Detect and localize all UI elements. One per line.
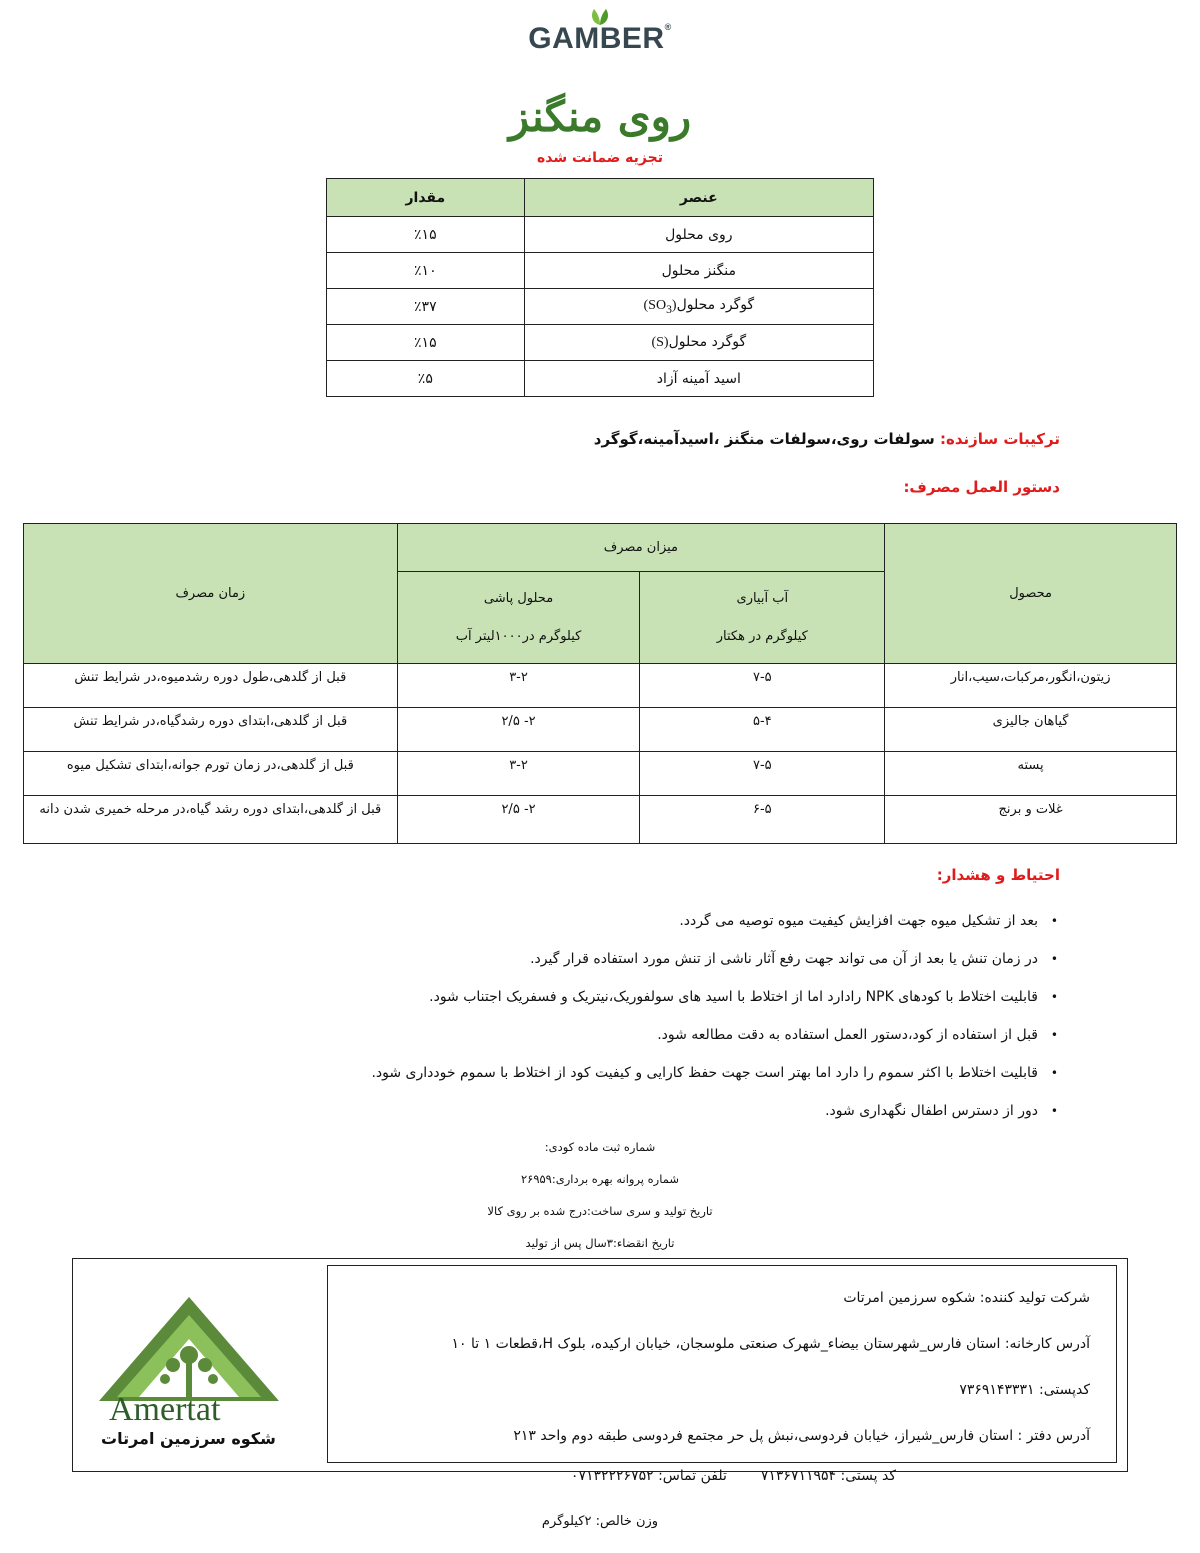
amertat-wordmark: Amertat — [109, 1391, 221, 1428]
table-row — [24, 752, 1177, 796]
list-item: • در زمان تنش یا بعد از آن می تواند جهت رفع آثار ناشی از تنش مورد استفاده قرار گیرد. — [371, 946, 1048, 984]
leaf-icon — [586, 6, 614, 26]
column-header-element: عنصر — [524, 179, 873, 217]
column-header-crop: محصول — [885, 524, 1177, 664]
irrigation-cell: ۵-۴ — [640, 708, 885, 752]
production-date: تاریخ تولید و سری ساخت:درج شده بر روی کالا — [487, 1204, 713, 1218]
ingredients-label: ترکیبات سازنده: — [939, 430, 1060, 448]
time-cell: قبل از گلدهی،در زمان تورم جوانه،ابتدای تشکیل میوه — [24, 752, 398, 796]
ingredients-line — [594, 430, 1060, 448]
net-weight: وزن خالص: ۲کیلوگرم — [541, 1514, 659, 1529]
spray-cell: ۲- ۲/۵ — [397, 708, 640, 752]
ingredients-value: سولفات روی،سولفات منگنز ،اسیدآمینه،گوگرد — [593, 430, 935, 448]
column-header-spray: محلول پاشی کیلوگرم در۱۰۰۰لیتر آب — [397, 572, 640, 664]
element-cell: گوگرد محلول(S) — [524, 325, 873, 361]
column-header-amount: میزان مصرف — [397, 524, 885, 572]
time-cell: قبل از گلدهی،طول دوره رشدمیوه،در شرایط تنش — [24, 664, 398, 708]
gamber-logo — [0, 14, 1200, 56]
factory-address: آدرس کارخانه: استان فارس_شهرستان بیضاء_شهرک صنعتی ملوسجان، خیابان ارکیده، بلوک H،قطعات ۱ تا ۱۰ — [451, 1336, 1090, 1352]
company-name: شرکت تولید کننده: شکوه سرزمین امرتات — [843, 1290, 1090, 1306]
time-cell: قبل از گلدهی،ابتدای دوره رشد گیاه،در مرحله خمیری شدن دانه — [24, 796, 398, 844]
list-item: • قابلیت اختلاط با کودهای NPK رادارد اما از اختلاط با اسید های سولفوریک،نیتریک و فسفریک اجتناب شود. — [371, 984, 1048, 1022]
table-row — [327, 253, 874, 289]
warnings-list — [371, 908, 1048, 1136]
crop-cell: غلات و برنج — [885, 796, 1177, 844]
amount-cell: ٪۱۵ — [327, 217, 525, 253]
column-header-amount: مقدار — [327, 179, 525, 217]
time-cell: قبل از گلدهی،ابتدای دوره رشدگیاه،در شرایط تنش — [24, 708, 398, 752]
product-title: روی منگنز — [508, 92, 692, 141]
amertat-persian-name: شکوه سرزمین امرتات — [101, 1429, 276, 1448]
usage-table — [23, 523, 1177, 844]
office-contact — [571, 1468, 896, 1484]
amount-cell: ٪۳۷ — [327, 289, 525, 325]
manufacturer-details — [327, 1265, 1117, 1484]
analysis-table — [326, 178, 874, 397]
license-number: شماره پروانه بهره برداری:۲۶۹۵۹ — [520, 1172, 680, 1186]
manufacturer-box — [72, 1258, 1128, 1484]
spray-cell: ۳-۲ — [397, 664, 640, 708]
element-cell: اسید آمینه آزاد — [524, 361, 873, 397]
registration-number: شماره ثبت ماده کودی: — [544, 1140, 656, 1154]
column-header-irrigation: آب آبیاری کیلوگرم در هکتار — [640, 572, 885, 664]
warnings-title: احتیاط و هشدار: — [936, 866, 1060, 884]
registration-info — [0, 1136, 1200, 1264]
table-row — [327, 217, 874, 253]
list-item: • قابلیت اختلاط با اکثر سموم را دارد اما بهتر است جهت حفظ کارایی و کیفیت کود از اختلاط با سموم خودداری شود. — [371, 1060, 1048, 1098]
expiry-date: تاریخ انقضاء:۳سال پس از تولید — [525, 1236, 675, 1250]
list-item: • قبل از استفاده از کود،دستور العمل استفاده به دقت مطالعه شود. — [371, 1022, 1048, 1060]
postal-code: کدپستی: ۷۳۶۹۱۴۳۳۳۱ — [959, 1382, 1090, 1398]
crop-cell: زیتون،انگور،مرکبات،سیب،انار — [885, 664, 1177, 708]
irrigation-cell: ۷-۵ — [640, 664, 885, 708]
spray-cell: ۲- ۲/۵ — [397, 796, 640, 844]
table-row — [327, 325, 874, 361]
table-header-row — [327, 179, 874, 217]
list-item: • دور از دسترس اطفال نگهداری شود. — [371, 1098, 1048, 1136]
office-address: آدرس دفتر : استان فارس_شیراز، خیابان فردوسی،نبش پل حر مجتمع فردوسی طبقه دوم واحد ۲۱۳ — [513, 1428, 1090, 1444]
tree-triangle-icon — [89, 1293, 289, 1405]
amertat-logo — [89, 1293, 289, 1453]
guaranteed-analysis-label: تجزیه ضمانت شده — [537, 150, 663, 166]
list-item: • بعد از تشکیل میوه جهت افزایش کیفیت میوه توصیه می گردد. — [371, 908, 1048, 946]
crop-cell: گیاهان جالیزی — [885, 708, 1177, 752]
instructions-title: دستور العمل مصرف: — [903, 478, 1060, 496]
phone-number: تلفن تماس: ۰۷۱۳۲۲۲۶۷۵۲ — [570, 1468, 727, 1484]
table-row — [24, 796, 1177, 844]
column-header-time: زمان مصرف — [24, 524, 398, 664]
amount-cell: ٪۱۵ — [327, 325, 525, 361]
table-row — [327, 289, 874, 325]
table-row — [24, 664, 1177, 708]
element-cell: گوگرد $محلول(SO_3)$ — [524, 289, 873, 325]
irrigation-cell: ۶-۵ — [640, 796, 885, 844]
element-cell: روی محلول — [524, 217, 873, 253]
irrigation-cell: ۷-۵ — [640, 752, 885, 796]
crop-cell: پسته — [885, 752, 1177, 796]
office-postal-code: کد پستی: ۷۱۳۶۷۱۱۹۵۴ — [760, 1468, 896, 1484]
table-row — [24, 708, 1177, 752]
element-cell: منگنز محلول — [524, 253, 873, 289]
table-row — [327, 361, 874, 397]
spray-cell: ۳-۲ — [397, 752, 640, 796]
amount-cell: ٪۱۰ — [327, 253, 525, 289]
amount-cell: ٪۵ — [327, 361, 525, 397]
logo-text: GAMBER® — [528, 22, 672, 55]
